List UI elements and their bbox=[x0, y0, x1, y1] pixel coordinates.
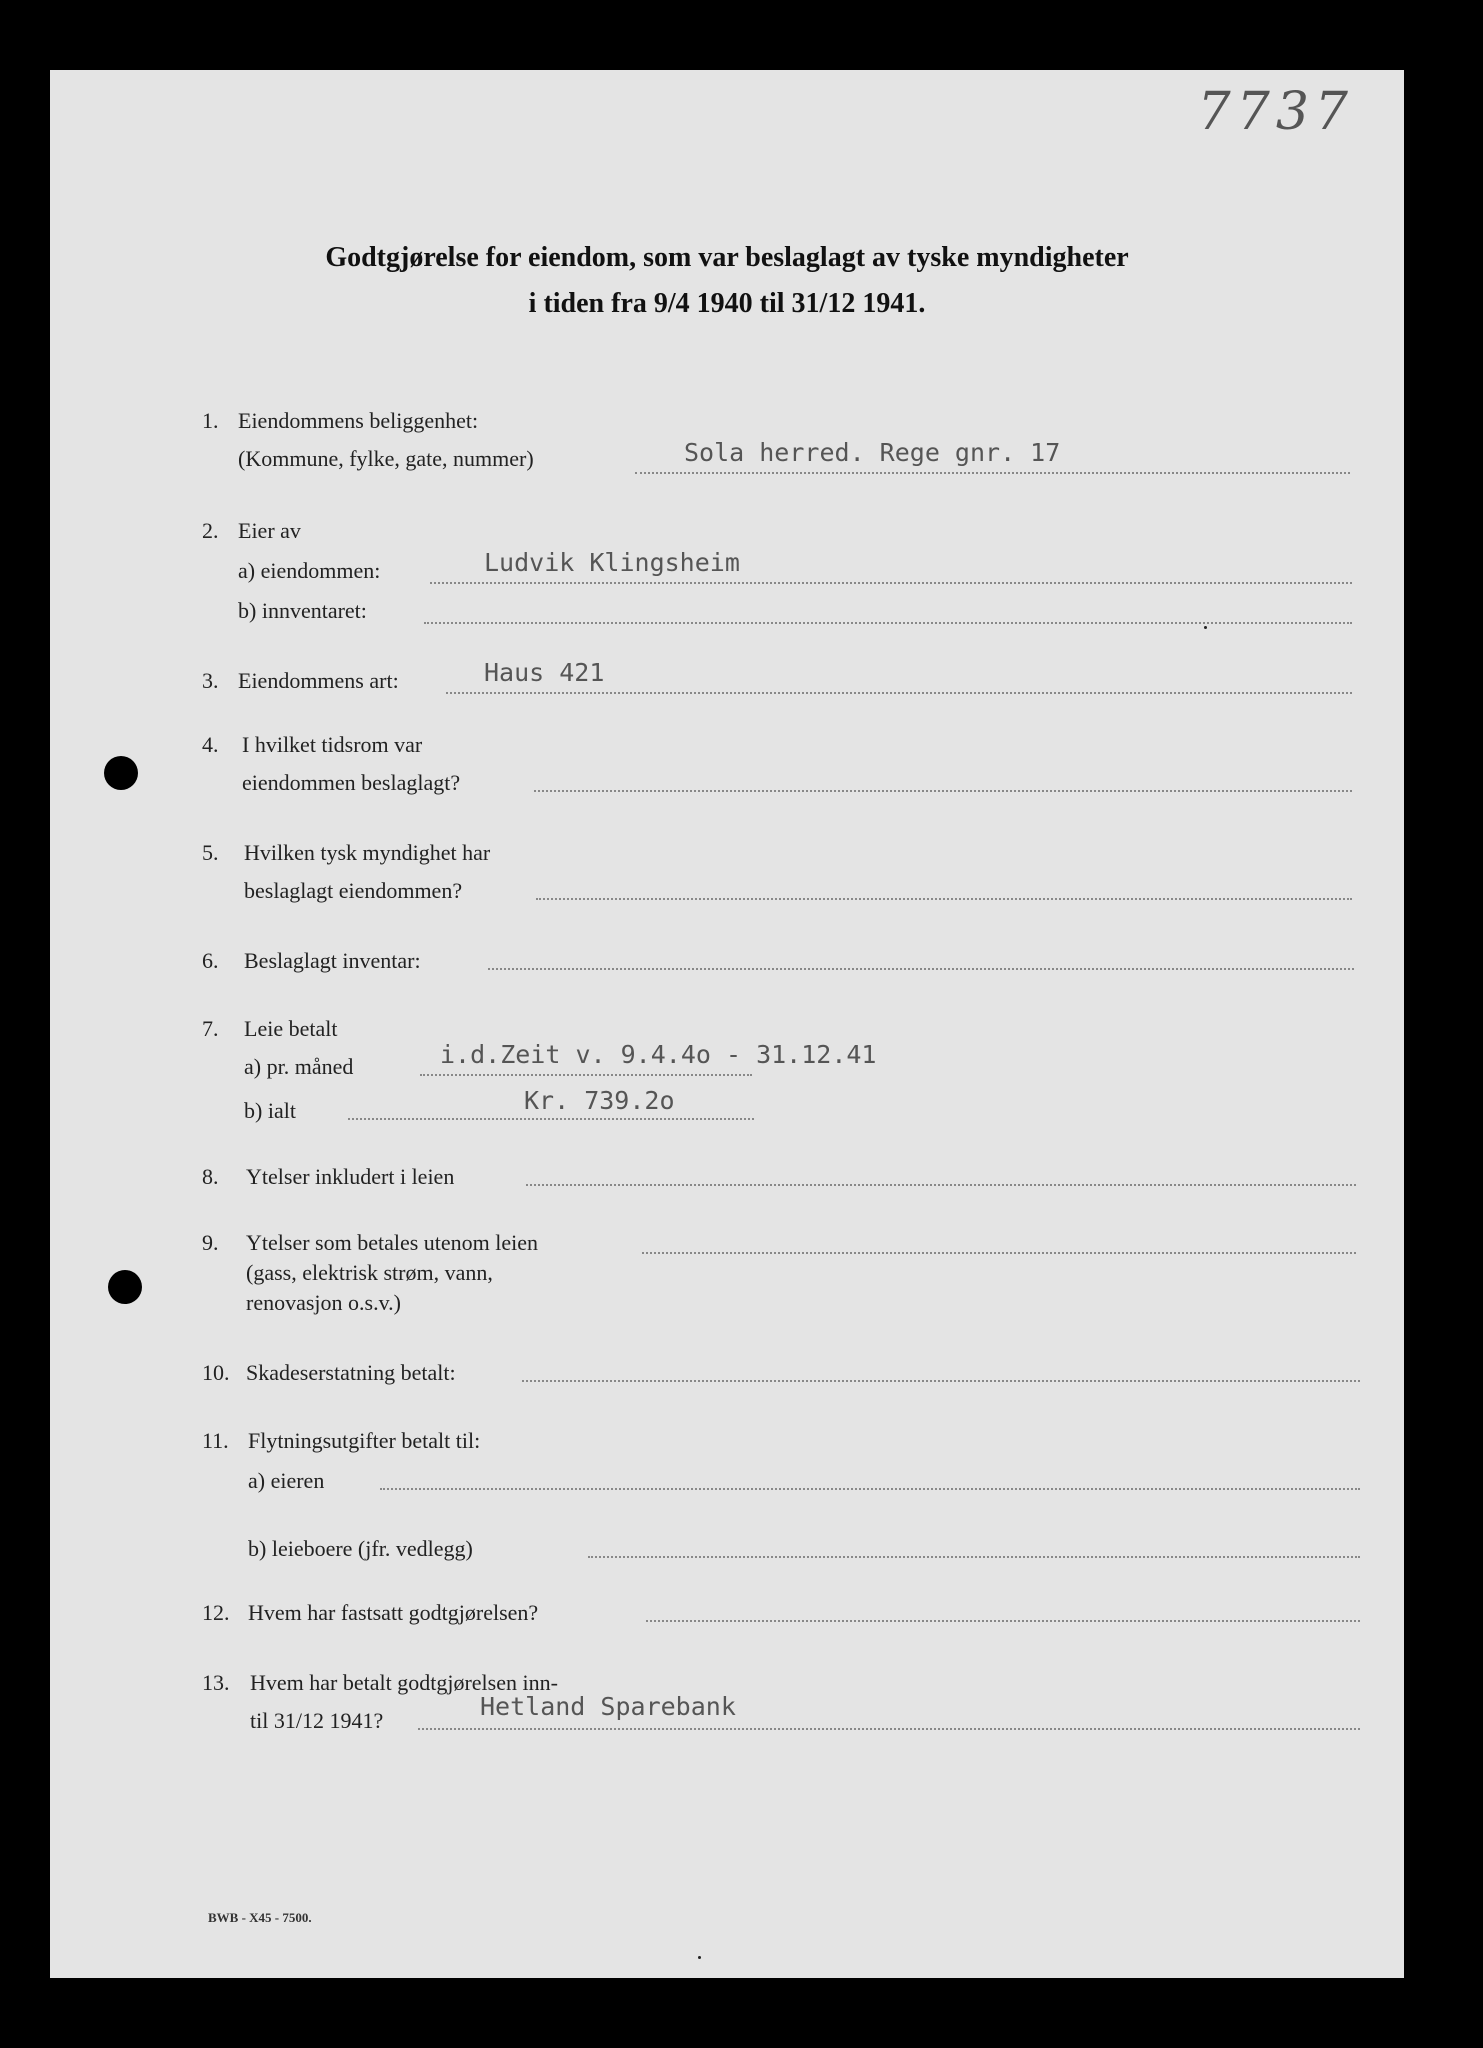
q7a-answer: i.d.Zeit v. 9.4.4o - 31.12.41 bbox=[440, 1040, 877, 1069]
q4-number: 4. bbox=[202, 732, 219, 757]
q12-answer-line bbox=[646, 1620, 1360, 1622]
q7b-label: b) ialt bbox=[244, 1098, 296, 1123]
q2b-answer-line bbox=[424, 622, 1352, 624]
q8-number: 8. bbox=[202, 1164, 219, 1189]
form-title-line-2: i tiden fra 9/4 1940 til 31/12 1941. bbox=[528, 288, 926, 319]
q1-answer-line bbox=[635, 472, 1350, 474]
q7-label: Leie betalt bbox=[244, 1016, 338, 1041]
q7b-answer-line bbox=[348, 1118, 754, 1120]
q2-number: 2. bbox=[202, 518, 219, 543]
dust-speck bbox=[1204, 626, 1207, 629]
q7a-answer-line bbox=[420, 1074, 752, 1076]
q7-number: 7. bbox=[202, 1016, 219, 1041]
q11b-answer-line bbox=[588, 1556, 1360, 1558]
q6-number: 6. bbox=[202, 948, 219, 973]
dust-speck bbox=[698, 1956, 701, 1959]
q4-answer-line bbox=[534, 790, 1352, 792]
q8-answer-line bbox=[526, 1184, 1356, 1186]
q3-answer: Haus 421 bbox=[484, 658, 605, 687]
form-footer-code: BWB - X45 - 7500. bbox=[208, 1910, 312, 1925]
q11-label: Flytningsutgifter betalt til: bbox=[248, 1428, 481, 1453]
q13-answer: Hetland Sparebank bbox=[480, 1692, 736, 1721]
q3-answer-line bbox=[446, 692, 1352, 694]
q5-answer-line bbox=[536, 898, 1352, 900]
q11-number: 11. bbox=[202, 1428, 229, 1453]
q3-number: 3. bbox=[202, 668, 219, 693]
q1-answer: Sola herred. Rege gnr. 17 bbox=[684, 438, 1061, 467]
q10-answer-line bbox=[522, 1380, 1360, 1382]
q11a-answer-line bbox=[380, 1488, 1360, 1490]
form-title-line-1: Godtgjørelse for eiendom, som var beslaglagt av tyske myndigheter bbox=[325, 242, 1129, 273]
q10-number: 10. bbox=[202, 1360, 230, 1385]
q6-label: Beslaglagt inventar: bbox=[244, 948, 421, 973]
punch-hole-bottom bbox=[108, 1270, 142, 1304]
q2a-answer-line bbox=[430, 582, 1352, 584]
q11b-label: b) leieboere (jfr. vedlegg) bbox=[248, 1536, 473, 1561]
q5-number: 5. bbox=[202, 840, 219, 865]
q3-label: Eiendommens art: bbox=[238, 668, 399, 693]
q13-label: Hvem har betalt godtgjørelsen inn- bbox=[250, 1670, 558, 1695]
q9-number: 9. bbox=[202, 1230, 219, 1255]
punch-hole-top bbox=[104, 756, 138, 790]
q9-label-3: renovasjon o.s.v.) bbox=[246, 1290, 401, 1315]
q1-number: 1. bbox=[202, 408, 219, 433]
q6-answer-line bbox=[488, 968, 1354, 970]
q1-sublabel: (Kommune, fylke, gate, nummer) bbox=[238, 446, 534, 471]
q2b-label: b) innventaret: bbox=[238, 598, 367, 623]
q10-label: Skadeserstatning betalt: bbox=[246, 1360, 456, 1385]
q9-label: Ytelser som betales utenom leien bbox=[246, 1230, 539, 1255]
form-page bbox=[50, 70, 1404, 1978]
q13-number: 13. bbox=[202, 1670, 230, 1695]
handwritten-number: 7737 bbox=[1197, 82, 1354, 142]
q12-label: Hvem har fastsatt godtgjørelsen? bbox=[248, 1600, 539, 1625]
q8-label: Ytelser inkludert i leien bbox=[246, 1164, 455, 1189]
q9-answer-line bbox=[642, 1252, 1356, 1254]
q4-label: I hvilket tidsrom var bbox=[242, 732, 423, 757]
q2-label: Eier av bbox=[238, 518, 301, 543]
q9-label-2: (gass, elektrisk strøm, vann, bbox=[246, 1260, 493, 1285]
q2a-label: a) eiendommen: bbox=[238, 558, 381, 583]
q12-number: 12. bbox=[202, 1600, 230, 1625]
q13-label-2: til 31/12 1941? bbox=[250, 1708, 384, 1733]
q11a-label: a) eieren bbox=[248, 1468, 325, 1493]
q7b-answer: Kr. 739.2o bbox=[524, 1086, 675, 1115]
q5-label: Hvilken tysk myndighet har bbox=[244, 840, 491, 865]
q4-label-2: eiendommen beslaglagt? bbox=[242, 770, 461, 795]
q5-label-2: beslaglagt eiendommen? bbox=[244, 878, 463, 903]
q1-label: Eiendommens beliggenhet: bbox=[238, 408, 479, 433]
q2a-answer: Ludvik Klingsheim bbox=[484, 548, 740, 577]
q7a-label: a) pr. måned bbox=[244, 1054, 354, 1079]
q13-answer-line bbox=[418, 1728, 1360, 1730]
